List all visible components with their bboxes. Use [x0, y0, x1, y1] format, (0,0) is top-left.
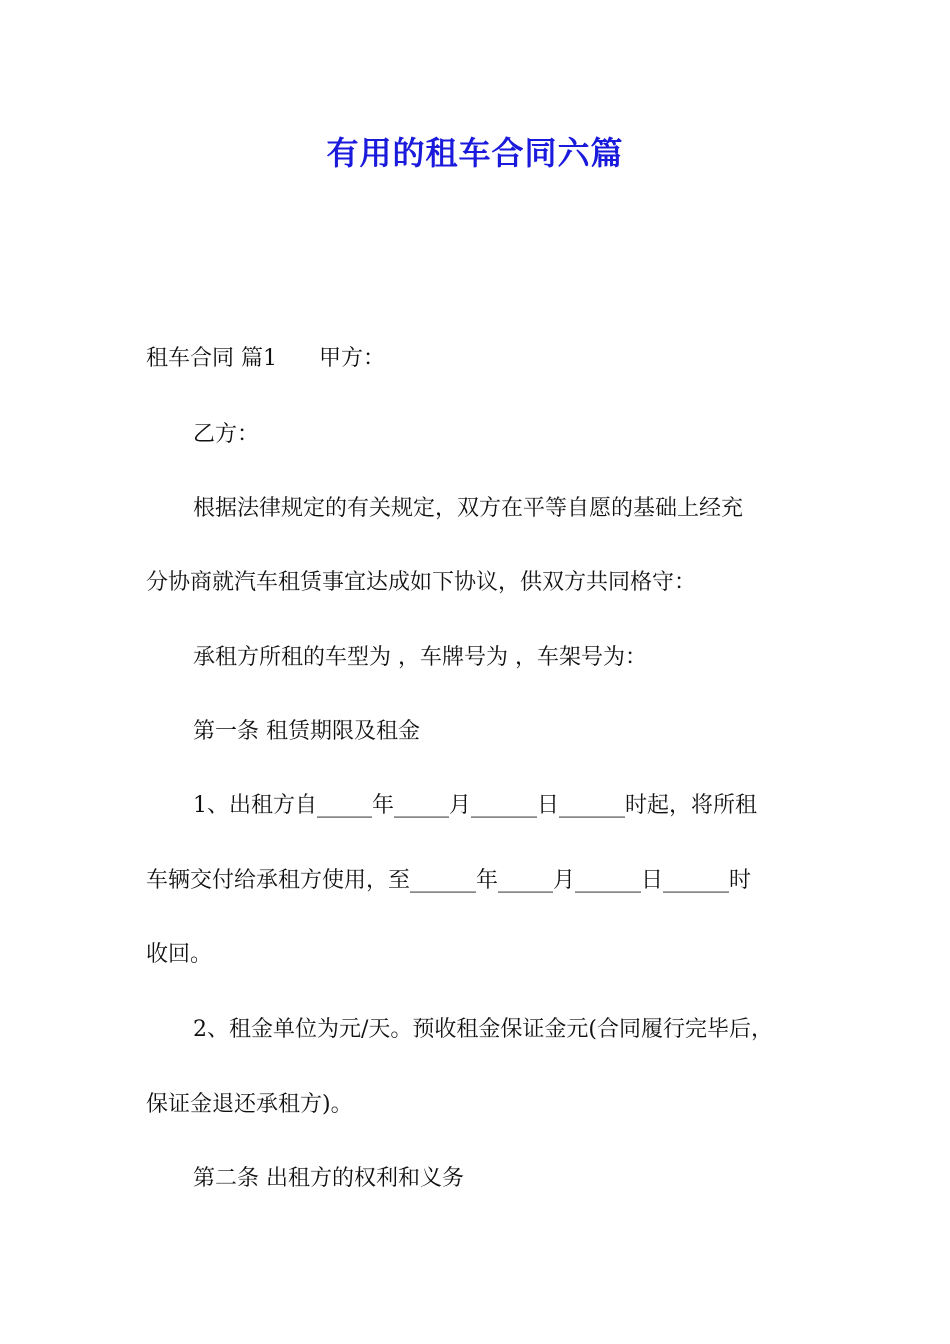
document-title: 有用的租车合同六篇	[326, 134, 624, 172]
paragraph-line: 车辆交付给承租方使用，至______年_____月______日______时	[146, 868, 752, 893]
contract-heading: 租车合同 篇1	[146, 346, 277, 371]
paragraph-line: 1、出租方自_____年_____月______日______时起，将所租	[193, 793, 757, 818]
header-line	[146, 344, 836, 374]
article-heading: 第一条 租赁期限及租金	[193, 719, 420, 744]
paragraph-line: 根据法律规定的有关规定，双方在平等自愿的基础上经充	[193, 496, 744, 521]
paragraph-line: 分协商就汽车租赁事宜达成如下协议，供双方共同格守：	[146, 570, 697, 595]
paragraph-line: 收回。	[146, 942, 213, 967]
paragraph-line: 保证金退还承租方)。	[146, 1092, 353, 1117]
paragraph-line: 2、租金单位为元/天。预收租金保证金元(合同履行完毕后，	[193, 1017, 773, 1042]
article-heading: 第二条 出租方的权利和义务	[193, 1166, 464, 1191]
paragraph-line: 承租方所租的车型为 ，车牌号为 ，车架号为：	[193, 645, 647, 670]
party-b-label: 乙方：	[193, 422, 260, 447]
party-a-label: 甲方：	[319, 346, 386, 371]
